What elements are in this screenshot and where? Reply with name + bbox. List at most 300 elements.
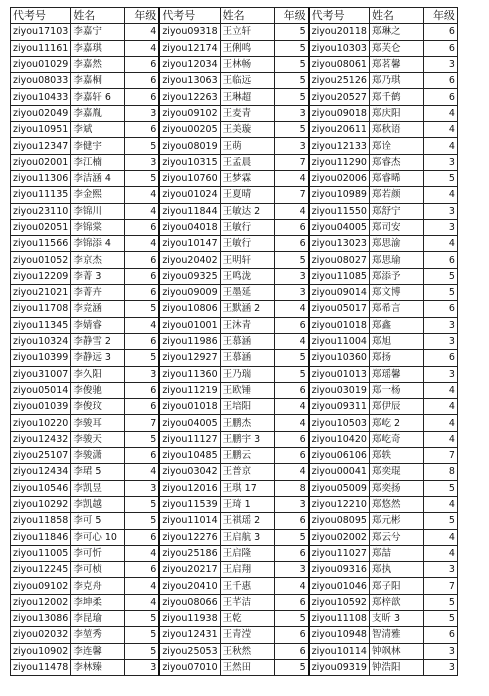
- header-exam-id: 代考号: [309, 8, 370, 24]
- table-row: [11, 496, 458, 512]
- table-row: [11, 138, 458, 154]
- name-cell: 王林畅: [220, 56, 274, 72]
- name-cell: 王慕涵: [220, 333, 274, 349]
- table-row: [11, 415, 458, 431]
- exam-id-cell: ziyou11846: [11, 529, 71, 545]
- exam-id-cell: ziyou09102: [11, 578, 71, 594]
- name-cell: 智清雅: [369, 627, 423, 643]
- name-cell: 王敏达 2: [220, 203, 274, 219]
- table-row: [11, 480, 458, 496]
- exam-id-cell: ziyou12347: [11, 138, 71, 154]
- header-exam-id: 代考号: [11, 8, 71, 24]
- grade-cell: 6: [125, 73, 160, 89]
- name-cell: 李菁 3: [71, 268, 125, 284]
- exam-id-cell: ziyou31007: [11, 366, 71, 382]
- header-exam-id: 代考号: [159, 8, 220, 24]
- header-grade: 年级: [125, 8, 160, 24]
- exam-id-cell: ziyou11858: [11, 513, 71, 529]
- name-cell: 郑梓歆: [369, 594, 423, 610]
- name-cell: 李京杰: [71, 252, 125, 268]
- name-cell: 王梦霖: [220, 170, 274, 186]
- name-cell: 李斌: [71, 122, 125, 138]
- exam-id-cell: ziyou10592: [309, 594, 370, 610]
- name-cell: 李锦棠: [71, 219, 125, 235]
- name-cell: 王启航 3: [220, 529, 274, 545]
- grade-cell: 4: [125, 545, 160, 561]
- name-cell: 李锦川: [71, 203, 125, 219]
- name-cell: 郑奕扬: [369, 480, 423, 496]
- exam-id-cell: ziyou09325: [159, 268, 220, 284]
- grade-cell: 6: [274, 643, 309, 659]
- exam-id-cell: ziyou11539: [159, 496, 220, 512]
- exam-id-cell: ziyou09014: [309, 285, 370, 301]
- exam-id-cell: ziyou20217: [159, 562, 220, 578]
- name-cell: 郑屹 2: [369, 415, 423, 431]
- name-cell: 王千惠: [220, 578, 274, 594]
- exam-id-cell: ziyou08027: [309, 252, 370, 268]
- name-cell: 郑执: [369, 562, 423, 578]
- table-row: [11, 122, 458, 138]
- table-row: [11, 431, 458, 447]
- exam-id-cell: ziyou23110: [11, 203, 71, 219]
- grade-cell: 4: [125, 464, 160, 480]
- table-row: [11, 40, 458, 56]
- name-cell: 王祺瑶 2: [220, 513, 274, 529]
- exam-id-cell: ziyou10989: [309, 187, 370, 203]
- grade-cell: 3: [423, 219, 457, 235]
- exam-id-cell: ziyou11478: [11, 659, 71, 675]
- exam-id-cell: ziyou03042: [159, 464, 220, 480]
- name-cell: 李嘉胤: [71, 105, 125, 121]
- exam-id-cell: ziyou11708: [11, 301, 71, 317]
- name-cell: 郑希言: [369, 301, 423, 317]
- name-cell: 王青滢: [220, 627, 274, 643]
- table-row: [11, 89, 458, 105]
- name-cell: 王敏行: [220, 219, 274, 235]
- grade-cell: 4: [274, 578, 309, 594]
- name-cell: 郑瑶馨: [369, 366, 423, 382]
- table-row: [11, 285, 458, 301]
- grade-cell: 5: [423, 594, 457, 610]
- table-row: [11, 366, 458, 382]
- exam-id-cell: ziyou10147: [159, 236, 220, 252]
- exam-id-cell: ziyou11161: [11, 40, 71, 56]
- exam-id-cell: ziyou09311: [309, 399, 370, 415]
- exam-id-cell: ziyou02032: [11, 627, 71, 643]
- exam-id-cell: ziyou10360: [309, 350, 370, 366]
- name-cell: 郑屹奇: [369, 431, 423, 447]
- grade-cell: 4: [423, 496, 457, 512]
- grade-cell: 8: [423, 464, 457, 480]
- table-row: [11, 627, 458, 643]
- exam-id-cell: ziyou02002: [309, 529, 370, 545]
- header-name: 姓名: [220, 8, 274, 24]
- exam-id-cell: ziyou20611: [309, 122, 370, 138]
- table-row: [11, 56, 458, 72]
- name-cell: 郑芙仑: [369, 40, 423, 56]
- grade-cell: 6: [125, 448, 160, 464]
- exam-id-cell: ziyou00205: [159, 122, 220, 138]
- grade-cell: 5: [125, 350, 160, 366]
- exam-id-cell: ziyou12276: [159, 529, 220, 545]
- grade-cell: 6: [274, 627, 309, 643]
- grade-cell: 6: [423, 24, 457, 40]
- grade-cell: 6: [423, 350, 457, 366]
- grade-cell: 4: [423, 236, 457, 252]
- exam-id-cell: ziyou11306: [11, 170, 71, 186]
- name-cell: 王孟晨: [220, 154, 274, 170]
- name-cell: 王麦青: [220, 105, 274, 121]
- name-cell: 王琪 17: [220, 480, 274, 496]
- name-cell: 王鸣泷: [220, 268, 274, 284]
- name-cell: 李珺 5: [71, 464, 125, 480]
- exam-id-cell: ziyou09319: [309, 659, 370, 675]
- name-cell: 李俊驰: [71, 382, 125, 398]
- grade-cell: 7: [274, 187, 309, 203]
- name-cell: 李连馨: [71, 643, 125, 659]
- table-row: [11, 448, 458, 464]
- name-cell: 李可 5: [71, 513, 125, 529]
- table-row: [11, 578, 458, 594]
- table-row: [11, 659, 458, 675]
- grade-cell: 6: [274, 219, 309, 235]
- name-cell: 郑文博: [369, 285, 423, 301]
- grade-cell: 4: [274, 301, 309, 317]
- header-name: 姓名: [71, 8, 125, 24]
- exam-id-cell: ziyou25107: [11, 448, 71, 464]
- exam-id-cell: ziyou01052: [11, 252, 71, 268]
- grade-cell: 5: [423, 610, 457, 626]
- exam-id-cell: ziyou01029: [11, 56, 71, 72]
- name-cell: 王琦 1: [220, 496, 274, 512]
- grade-cell: 4: [274, 333, 309, 349]
- exam-id-cell: ziyou11550: [309, 203, 370, 219]
- grade-cell: 3: [423, 56, 457, 72]
- exam-id-cell: ziyou06106: [309, 448, 370, 464]
- table-row: [11, 594, 458, 610]
- exam-id-cell: ziyou01039: [11, 399, 71, 415]
- exam-id-cell: ziyou25186: [159, 545, 220, 561]
- grade-cell: 5: [423, 170, 457, 186]
- grade-cell: 5: [274, 529, 309, 545]
- grade-cell: 3: [125, 154, 160, 170]
- grade-cell: 4: [274, 170, 309, 186]
- exam-id-cell: ziyou11566: [11, 236, 71, 252]
- grade-cell: 4: [125, 236, 160, 252]
- name-cell: 李健宇: [71, 138, 125, 154]
- header-grade: 年级: [423, 8, 457, 24]
- name-cell: 郑鑫: [369, 317, 423, 333]
- exam-id-cell: ziyou09102: [159, 105, 220, 121]
- exam-id-cell: ziyou02006: [309, 170, 370, 186]
- table-row: [11, 464, 458, 480]
- table-row: [11, 529, 458, 545]
- grade-cell: 3: [274, 138, 309, 154]
- grade-cell: 3: [423, 643, 457, 659]
- grade-cell: 5: [125, 170, 160, 186]
- exam-id-cell: ziyou12431: [159, 627, 220, 643]
- grade-cell: 6: [274, 513, 309, 529]
- header-grade: 年级: [274, 8, 309, 24]
- name-cell: 王敏行: [220, 236, 274, 252]
- grade-cell: 3: [423, 659, 457, 675]
- exam-id-cell: ziyou05014: [11, 382, 71, 398]
- name-cell: 王美璇: [220, 122, 274, 138]
- exam-id-cell: ziyou11127: [159, 431, 220, 447]
- name-cell: 郑悠然: [369, 496, 423, 512]
- grade-cell: 3: [274, 285, 309, 301]
- table-row: [11, 73, 458, 89]
- grade-cell: 6: [125, 529, 160, 545]
- name-cell: 王临远: [220, 73, 274, 89]
- name-cell: 钟浩阳: [369, 659, 423, 675]
- exam-id-cell: ziyou07010: [159, 659, 220, 675]
- exam-id-cell: ziyou13063: [159, 73, 220, 89]
- grade-cell: 5: [274, 610, 309, 626]
- name-cell: 李嘉轩 6: [71, 89, 125, 105]
- grade-cell: 6: [125, 252, 160, 268]
- grade-cell: 3: [423, 366, 457, 382]
- name-cell: 郑扬: [369, 350, 423, 366]
- name-cell: 王鹏宇 3: [220, 431, 274, 447]
- exam-id-cell: ziyou10292: [11, 496, 71, 512]
- name-cell: 李骏潇: [71, 448, 125, 464]
- exam-id-cell: ziyou21021: [11, 285, 71, 301]
- exam-id-cell: ziyou10220: [11, 415, 71, 431]
- grade-cell: 3: [125, 366, 160, 382]
- exam-id-cell: ziyou10114: [309, 643, 370, 659]
- table-row: [11, 333, 458, 349]
- grade-cell: 3: [423, 154, 457, 170]
- grade-cell: 5: [423, 285, 457, 301]
- grade-cell: 4: [125, 187, 160, 203]
- grade-cell: 6: [423, 40, 457, 56]
- exam-id-cell: ziyou11027: [309, 545, 370, 561]
- grade-cell: 3: [125, 105, 160, 121]
- name-cell: 王启翔: [220, 562, 274, 578]
- grade-cell: 6: [125, 122, 160, 138]
- name-cell: 李婧睿: [71, 317, 125, 333]
- grade-cell: 6: [274, 431, 309, 447]
- name-cell: 李金熙: [71, 187, 125, 203]
- table-row: [11, 24, 458, 40]
- table-row: [11, 350, 458, 366]
- name-cell: 郑司安: [369, 219, 423, 235]
- name-cell: 王芊洁: [220, 594, 274, 610]
- exam-id-cell: ziyou08033: [11, 73, 71, 89]
- exam-id-cell: ziyou01013: [309, 366, 370, 382]
- grade-cell: 5: [274, 350, 309, 366]
- exam-id-cell: ziyou10420: [309, 431, 370, 447]
- exam-id-cell: ziyou10948: [309, 627, 370, 643]
- table-row: [11, 382, 458, 398]
- grade-cell: 5: [125, 496, 160, 512]
- exam-id-cell: ziyou12245: [11, 562, 71, 578]
- grade-cell: 3: [274, 496, 309, 512]
- name-cell: 李坤柔: [71, 594, 125, 610]
- grade-cell: 4: [125, 40, 160, 56]
- grade-cell: 6: [274, 317, 309, 333]
- exam-id-cell: ziyou13023: [309, 236, 370, 252]
- name-cell: 郑喆: [369, 545, 423, 561]
- grade-cell: 6: [423, 627, 457, 643]
- grade-cell: 5: [423, 513, 457, 529]
- exam-id-cell: ziyou04018: [159, 219, 220, 235]
- grade-cell: 5: [274, 659, 309, 675]
- exam-id-cell: ziyou20527: [309, 89, 370, 105]
- grade-cell: 4: [125, 594, 160, 610]
- name-cell: 王培阳: [220, 399, 274, 415]
- name-cell: 郑伊辰: [369, 399, 423, 415]
- grade-cell: 3: [423, 203, 457, 219]
- grade-cell: 6: [125, 399, 160, 415]
- exam-id-cell: ziyou12263: [159, 89, 220, 105]
- name-cell: 王明轩: [220, 252, 274, 268]
- name-cell: 郑添予: [369, 268, 423, 284]
- table-row: [11, 219, 458, 235]
- grade-cell: 6: [274, 545, 309, 561]
- exam-id-cell: ziyou02001: [11, 154, 71, 170]
- exam-id-cell: ziyou17103: [11, 24, 71, 40]
- grade-cell: 8: [274, 480, 309, 496]
- grade-cell: 4: [423, 105, 457, 121]
- name-cell: 李嘉琪: [71, 40, 125, 56]
- exam-id-cell: ziyou01046: [309, 578, 370, 594]
- name-cell: 郑元彬: [369, 513, 423, 529]
- name-cell: 王默涵 2: [220, 301, 274, 317]
- grade-cell: 6: [274, 448, 309, 464]
- roster-table: [10, 7, 458, 676]
- table-row: [11, 236, 458, 252]
- table-row: [11, 154, 458, 170]
- table-row: [11, 105, 458, 121]
- exam-id-cell: ziyou12434: [11, 464, 71, 480]
- grade-cell: 4: [125, 24, 160, 40]
- name-cell: 李俊玟: [71, 399, 125, 415]
- name-cell: 郑乃琪: [369, 73, 423, 89]
- grade-cell: 3: [423, 317, 457, 333]
- grade-cell: 6: [274, 236, 309, 252]
- exam-id-cell: ziyou13086: [11, 610, 71, 626]
- name-cell: 李可心 10: [71, 529, 125, 545]
- exam-id-cell: ziyou12174: [159, 40, 220, 56]
- grade-cell: 5: [125, 643, 160, 659]
- exam-id-cell: ziyou10902: [11, 643, 71, 659]
- name-cell: 郑诠: [369, 138, 423, 154]
- grade-cell: 5: [274, 89, 309, 105]
- name-cell: 李堃秀: [71, 627, 125, 643]
- exam-id-cell: ziyou12209: [11, 268, 71, 284]
- name-cell: 王普京: [220, 464, 274, 480]
- name-cell: 王夏晴: [220, 187, 274, 203]
- name-cell: 李竞涵: [71, 301, 125, 317]
- grade-cell: 6: [423, 252, 457, 268]
- exam-id-cell: ziyou11014: [159, 513, 220, 529]
- name-cell: 李骏天: [71, 431, 125, 447]
- exam-id-cell: ziyou01018: [159, 399, 220, 415]
- exam-id-cell: ziyou05009: [309, 480, 370, 496]
- grade-cell: 4: [274, 203, 309, 219]
- exam-id-cell: ziyou09018: [309, 105, 370, 121]
- exam-id-cell: ziyou02051: [11, 219, 71, 235]
- grade-cell: 3: [423, 333, 457, 349]
- exam-id-cell: ziyou09009: [159, 285, 220, 301]
- exam-id-cell: ziyou11844: [159, 203, 220, 219]
- exam-id-cell: ziyou12034: [159, 56, 220, 72]
- grade-cell: 6: [423, 301, 457, 317]
- exam-id-cell: ziyou11290: [309, 154, 370, 170]
- name-cell: 王然田: [220, 659, 274, 675]
- grade-cell: 5: [125, 627, 160, 643]
- grade-cell: 5: [274, 24, 309, 40]
- grade-cell: 5: [423, 480, 457, 496]
- exam-id-cell: ziyou08019: [159, 138, 220, 154]
- grade-cell: 5: [274, 40, 309, 56]
- grade-cell: 5: [125, 513, 160, 529]
- name-cell: 李静远 3: [71, 350, 125, 366]
- name-cell: 李菁卉: [71, 285, 125, 301]
- name-cell: 郑茗馨: [369, 56, 423, 72]
- exam-id-cell: ziyou08061: [309, 56, 370, 72]
- exam-id-cell: ziyou10303: [309, 40, 370, 56]
- grade-cell: 4: [423, 138, 457, 154]
- name-cell: 郑奕琨: [369, 464, 423, 480]
- table-row: [11, 268, 458, 284]
- exam-id-cell: ziyou10315: [159, 154, 220, 170]
- name-cell: 郑思渝: [369, 236, 423, 252]
- table-row: [11, 252, 458, 268]
- grade-cell: 4: [125, 578, 160, 594]
- exam-id-cell: ziyou11085: [309, 268, 370, 284]
- exam-id-cell: ziyou04005: [309, 219, 370, 235]
- table-row: [11, 317, 458, 333]
- name-cell: 李静雪 2: [71, 333, 125, 349]
- name-cell: 郑千鹤: [369, 89, 423, 105]
- name-cell: 郑琳之: [369, 24, 423, 40]
- table-row: [11, 399, 458, 415]
- grade-cell: 5: [125, 610, 160, 626]
- grade-cell: 7: [274, 154, 309, 170]
- name-cell: 郑子阳: [369, 578, 423, 594]
- name-cell: 郑云兮: [369, 529, 423, 545]
- name-cell: 郑轶: [369, 448, 423, 464]
- exam-id-cell: ziyou12210: [309, 496, 370, 512]
- exam-id-cell: ziyou20118: [309, 24, 370, 40]
- name-cell: 郑旭: [369, 333, 423, 349]
- exam-id-cell: ziyou11135: [11, 187, 71, 203]
- exam-id-cell: ziyou12016: [159, 480, 220, 496]
- grade-cell: 5: [125, 431, 160, 447]
- name-cell: 李骏耳: [71, 415, 125, 431]
- table-row: [11, 170, 458, 186]
- grade-cell: 4: [274, 399, 309, 415]
- grade-cell: 6: [423, 89, 457, 105]
- grade-cell: 6: [125, 89, 160, 105]
- name-cell: 李久阳: [71, 366, 125, 382]
- grade-cell: 4: [423, 399, 457, 415]
- grade-cell: 5: [125, 301, 160, 317]
- exam-id-cell: ziyou08066: [159, 594, 220, 610]
- name-cell: 支昕 3: [369, 610, 423, 626]
- exam-id-cell: ziyou05017: [309, 301, 370, 317]
- name-cell: 李凯昱: [71, 480, 125, 496]
- grade-cell: 5: [274, 73, 309, 89]
- name-cell: 王琳超: [220, 89, 274, 105]
- name-cell: 王俐鸣: [220, 40, 274, 56]
- name-cell: 王乃瑞: [220, 366, 274, 382]
- exam-id-cell: ziyou12133: [309, 138, 370, 154]
- name-cell: 郑庆阳: [369, 105, 423, 121]
